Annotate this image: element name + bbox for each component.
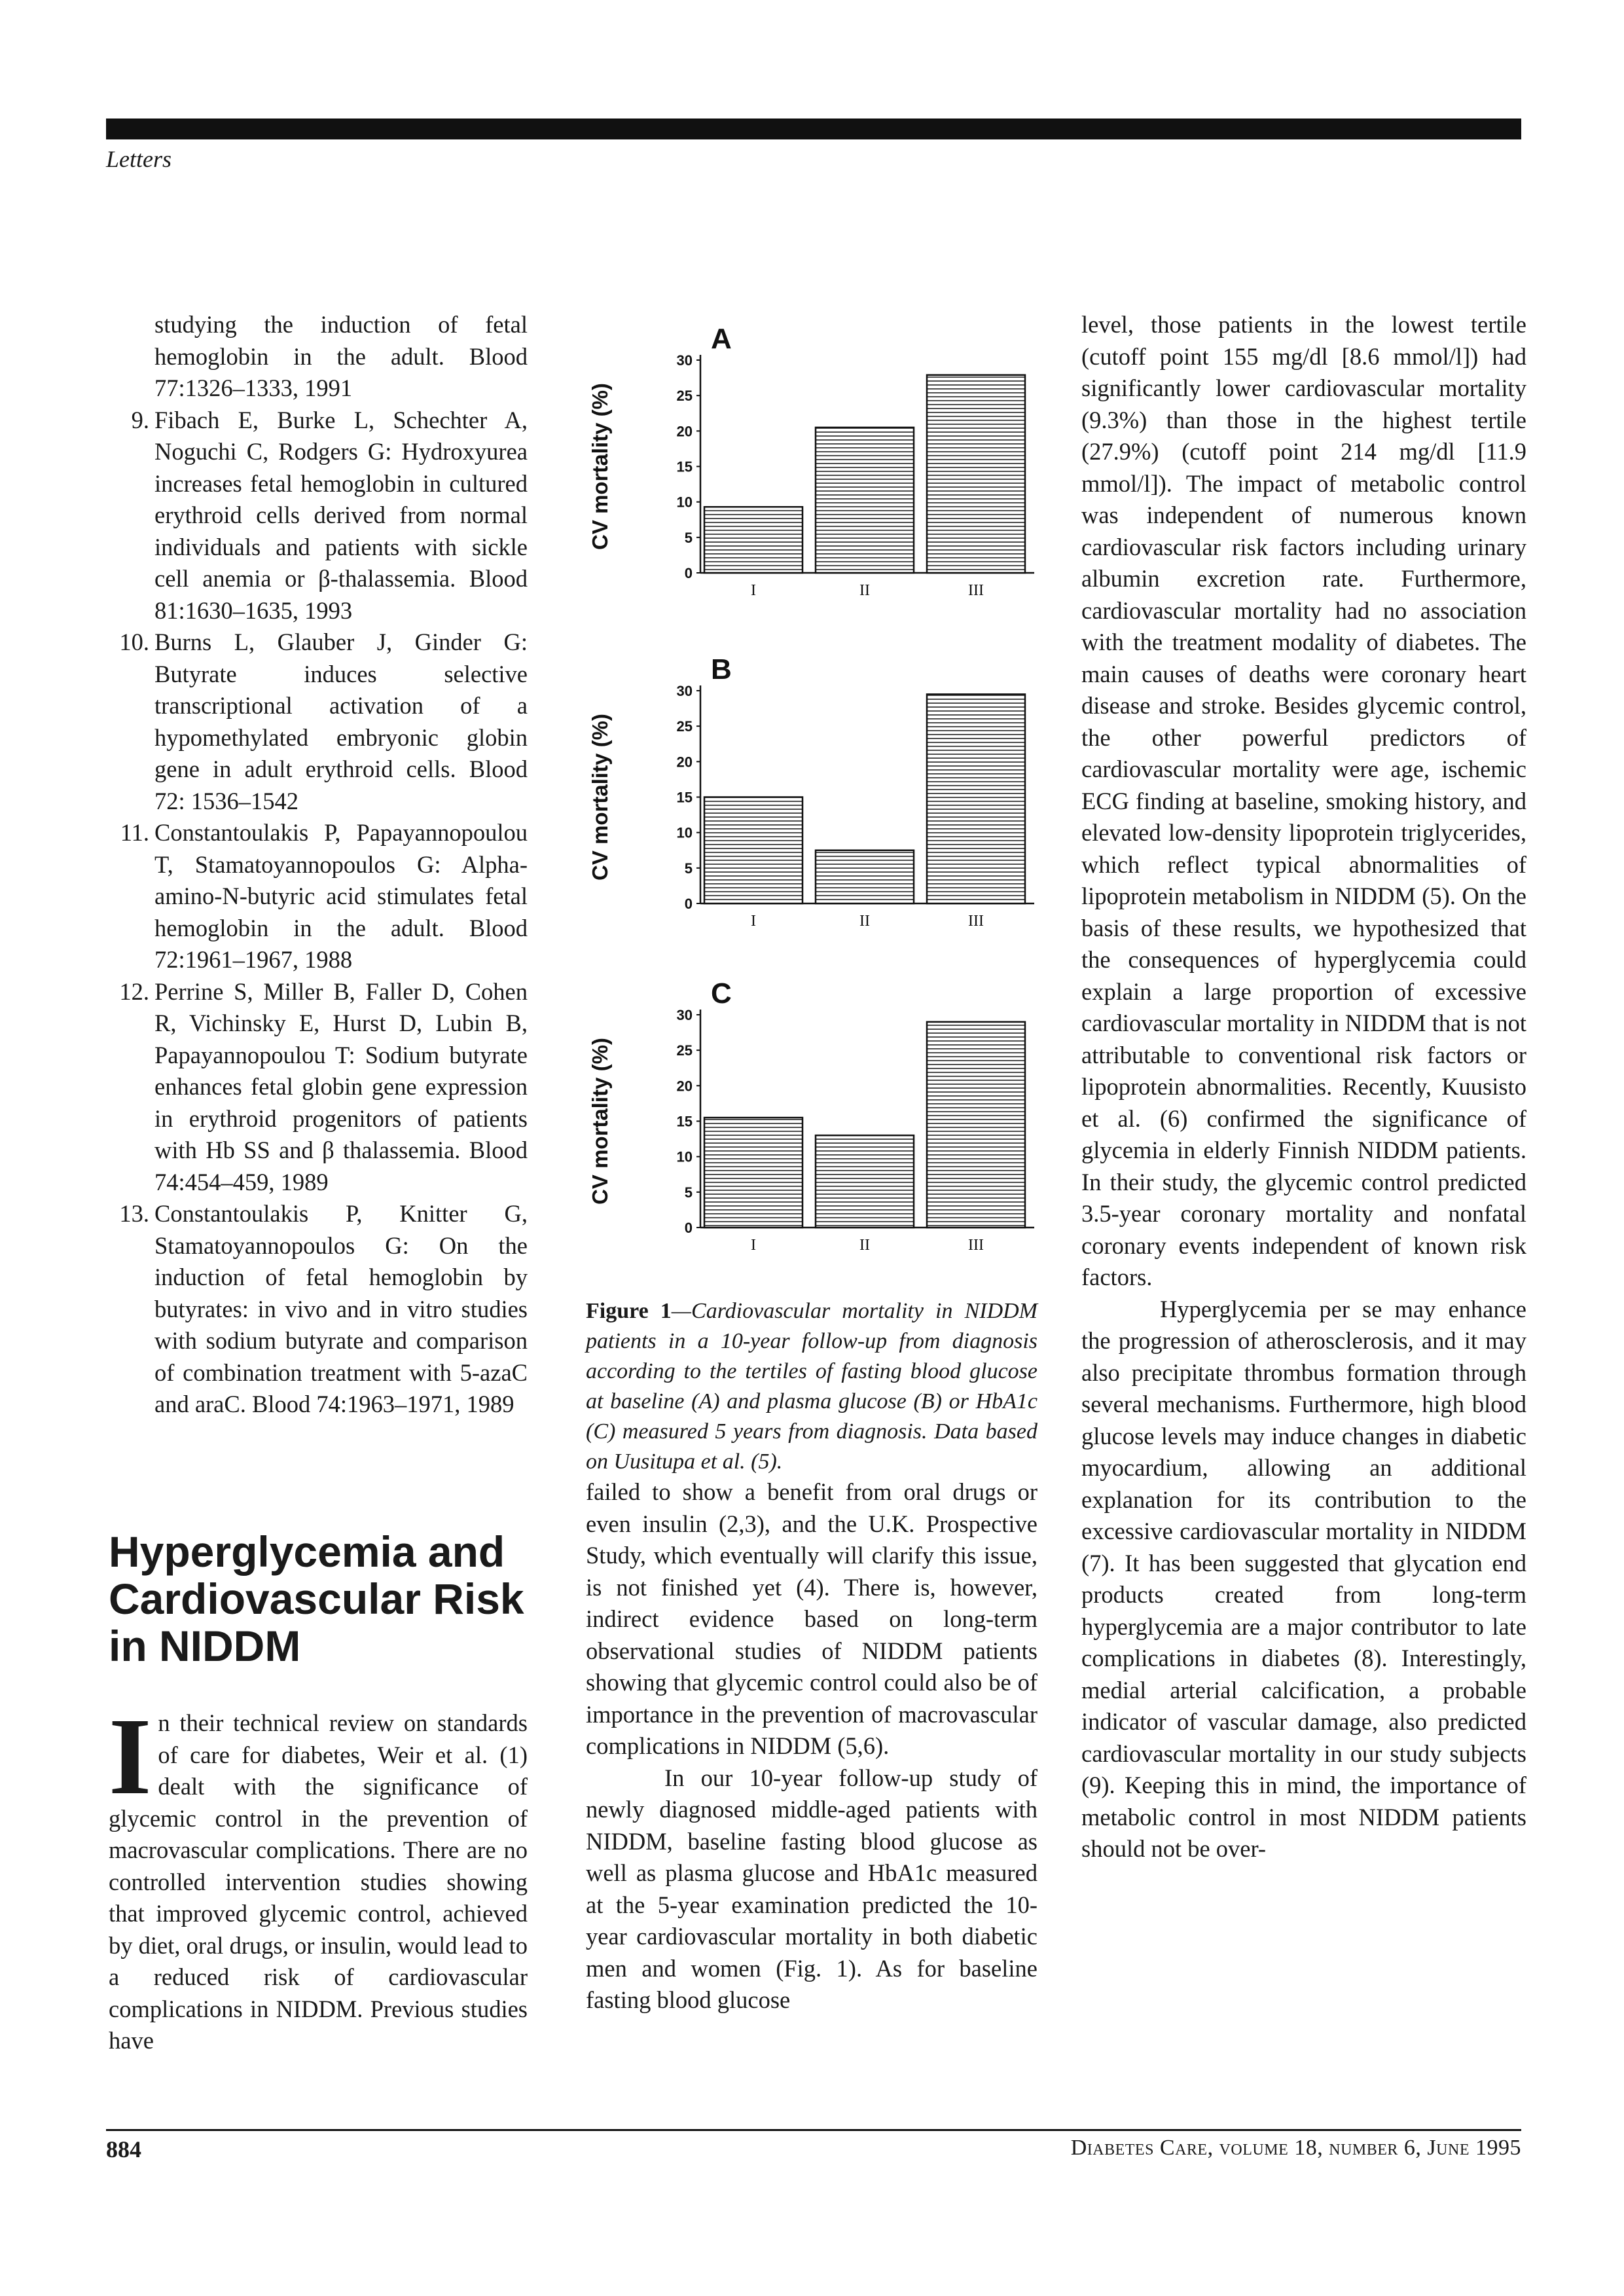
bar-i bbox=[704, 797, 803, 904]
article-title: Hyperglycemia and Cardiovascular Risk in NIDDM bbox=[109, 1527, 524, 1671]
y-tick-label: 30 bbox=[676, 1007, 693, 1023]
drop-cap: I bbox=[109, 1696, 152, 1817]
caption-label: Figure 1 bbox=[586, 1299, 672, 1323]
y-tick-label: 15 bbox=[676, 1113, 693, 1130]
x-tick-label: III bbox=[968, 913, 984, 930]
y-tick-label: 0 bbox=[684, 896, 693, 912]
header-rule bbox=[106, 118, 1521, 139]
y-tick-label: 25 bbox=[676, 388, 693, 405]
reference-item: 11. Constantoulakis P, Papayannopoulou T, Stamatoyannopoulos G: Alpha-amino-N-butyric acid stimulates fetal hemoglobin in the adult. Blood 72:1961–1967, 1988 bbox=[120, 819, 528, 973]
y-tick-label: 0 bbox=[684, 1220, 693, 1236]
y-axis-label: CV mortality (%) bbox=[588, 1038, 612, 1205]
figure-1 bbox=[583, 313, 1054, 1292]
y-tick-label: 25 bbox=[676, 1042, 693, 1059]
paragraph: In our 10-year follow-up study of newly diagnosed middle-aged patients with NIDDM, baseline fasting blood glucose as well as plasma glucose and HbA1c measured at the 5-year examination predicted the 10-year cardiovascular mortality in both diabetic men and women (Fig. 1). As for baseline fasting blood glucose bbox=[586, 1764, 1038, 2013]
reference-item: 13. Constantoulakis P, Knitter G, Stamatoyannopoulos G: On the induction of fetal hemoglobin by butyrates: in vivo and in vitro studies with sodium butyrate and comparison of combination treatment with 5-azaC and araC. Blood 74:1963–1971, 1989 bbox=[119, 1200, 528, 1417]
y-tick-label: 25 bbox=[676, 718, 693, 735]
y-tick-label: 20 bbox=[676, 1078, 693, 1095]
y-tick-label: 30 bbox=[676, 683, 693, 699]
chart-title: B bbox=[711, 653, 732, 685]
paragraph: failed to show a benefit from oral drugs or even insulin (2,3), and the U.K. Prospective Study, which eventually will clarify this issue, is not finished yet (4). There is, however, indirect evidence based on long-term observational studies of NIDDM patients showing that glycemic control could also be of importance in the prevention of macrovascular complications in NIDDM (5,6). bbox=[586, 1478, 1038, 1759]
y-tick-label: 10 bbox=[676, 494, 693, 511]
x-tick-label: III bbox=[968, 582, 984, 599]
bar-ii bbox=[816, 428, 914, 573]
reference-list bbox=[111, 309, 528, 1421]
article-body-right bbox=[1081, 309, 1526, 1865]
y-axis-label: CV mortality (%) bbox=[588, 714, 612, 881]
y-tick-label: 10 bbox=[676, 824, 693, 841]
x-tick-label: III bbox=[968, 1237, 984, 1254]
y-axis-label: CV mortality (%) bbox=[588, 383, 612, 550]
footer-rule bbox=[106, 2129, 1521, 2131]
bar-i bbox=[704, 507, 803, 573]
bar-ii bbox=[816, 1135, 914, 1228]
chart-title: A bbox=[711, 323, 732, 355]
y-tick-label: 20 bbox=[676, 423, 693, 440]
bar-iii bbox=[927, 694, 1025, 903]
figure-1-charts bbox=[583, 313, 1054, 1292]
bar-iii bbox=[927, 375, 1025, 573]
figure-caption bbox=[586, 1296, 1038, 1477]
x-tick-label: II bbox=[859, 913, 870, 930]
y-tick-label: 15 bbox=[676, 789, 693, 806]
reference-item: 9. Fibach E, Burke L, Schechter A, Noguchi C, Rodgers G: Hydroxyurea increases fetal hemoglobin in cultured erythroid cells derived from normal individuals and patients with sickle cell anemia or β-thalassemia. Blood 81:1630–1635, 1993 bbox=[131, 406, 528, 624]
chart-panel-a bbox=[588, 323, 1034, 599]
bar-iii bbox=[927, 1022, 1025, 1228]
chart-panel-c bbox=[588, 977, 1034, 1254]
caption-text: —Cardiovascular mortality in NIDDM patients in a 10-year follow-up from diagnosis according to the tertiles of fasting blood glucose at baseline (A) and plasma glucose (B) or HbA1c (C) measured 5 years from diagnosis. Data based on Uusitupa et al. (5). bbox=[586, 1299, 1038, 1474]
y-tick-label: 5 bbox=[684, 860, 693, 877]
x-tick-label: II bbox=[859, 1237, 870, 1254]
x-tick-label: I bbox=[751, 1237, 756, 1254]
y-tick-label: 30 bbox=[676, 352, 693, 369]
x-tick-label: I bbox=[751, 582, 756, 599]
y-tick-label: 20 bbox=[676, 754, 693, 771]
y-tick-label: 0 bbox=[684, 565, 693, 581]
section-label: Letters bbox=[106, 146, 172, 172]
article-body-middle bbox=[586, 1476, 1038, 2016]
reference-item: 10. Burns L, Glauber J, Ginder G: Butyrate induces selective transcriptional activation of a hypomethylated embryonic globin gene in adult erythroid cells. Blood 72: 1536–1542 bbox=[119, 629, 528, 814]
reference-item: 12. Perrine S, Miller B, Faller D, Cohen R, Vichinsky E, Hurst D, Lubin B, Papayannopoulou T: Sodium butyrate enhances fetal globin gene expression in erythroid progenitors of patients with Hb SS and β thalassemia. Blood 74:454–459, 1989 bbox=[119, 977, 528, 1195]
x-tick-label: I bbox=[751, 913, 756, 930]
bar-ii bbox=[816, 850, 914, 903]
paragraph: level, those patients in the lowest tertile (cutoff point 155 mg/dl [8.6 mmol/l]) had significantly lower cardiovascular mortality (9.3%) than those in the highest tertile (27.9%) (cutoff point 214 mg/dl [11.9 mmol/l]). The impact of metabolic control was independent of numerous known cardiovascular risk factors including urinary albumin excretion rate. Furthermore, cardiovascular mortality had no association with the treatment modality of diabetes. The main causes of deaths were coronary heart disease and stroke. Besides glycemic control, the other powerful predictors of cardiovascular mortality were age, ischemic ECG finding at baseline, smoking history, and elevated low-density lipoprotein triglycerides, which reflect typical abnormalities of lipoprotein metabolism in NIDDM (5). On the basis of these results, we hypothesized that the consequences of hyperglycemia could explain a large proportion of excessive cardiovascular mortality in NIDDM that is not attributable to conventional risk factors or lipoprotein abnormalities. Recently, Kuusisto et al. (6) confirmed the significance of glycemia in elderly Finnish NIDDM patients. In their study, the glycemic control predicted 3.5-year coronary mortality and nonfatal coronary events independent of known risk factors. bbox=[1081, 311, 1526, 1290]
paragraph: Hyperglycemia per se may enhance the progression of atherosclerosis, and it may also precipitate thrombus formation through several mechanisms. Furthermore, high blood glucose levels may induce changes in diabetic myocardium, allowing an additional explanation for its contribution to the excessive cardiovascular mortality in NIDDM (7). It has been suggested that glycation end products created from long-term hyperglycemia are a major contributor to late complications in diabetes (8). Interestingly, medial arterial calcification, a probable indicator of vascular damage, also predicted cardiovascular mortality in our study subjects (9). Keeping this in mind, the importance of metabolic control in most NIDDM patients should not be over- bbox=[1081, 1295, 1526, 1862]
chart-title: C bbox=[711, 977, 732, 1010]
y-tick-label: 5 bbox=[684, 529, 693, 546]
y-tick-label: 5 bbox=[684, 1184, 693, 1201]
y-tick-label: 15 bbox=[676, 458, 693, 475]
bar-i bbox=[704, 1118, 803, 1228]
y-tick-label: 10 bbox=[676, 1148, 693, 1165]
article-body-left bbox=[109, 1696, 528, 2057]
paragraph: n their technical review on standards of care for diabetes, Weir et al. (1) dealt with the significance of glycemic control in the prevention of macrovascular complications. There are no controlled intervention studies showing that improved glycemic control, achieved by diet, oral drugs, or insulin, would lead to a reduced risk of cardiovascular complications in NIDDM. Previous studies have bbox=[109, 1709, 528, 2054]
page-number: 884 bbox=[106, 2136, 141, 2162]
chart-panel-b bbox=[588, 653, 1034, 930]
x-tick-label: II bbox=[859, 582, 870, 599]
journal-citation: Diabetes Care, volume 18, number 6, June 1995 bbox=[1070, 2136, 1521, 2160]
reference-continued: studying the induction of fetal hemoglobin in the adult. Blood 77:1326–1333, 1991 bbox=[154, 311, 528, 401]
